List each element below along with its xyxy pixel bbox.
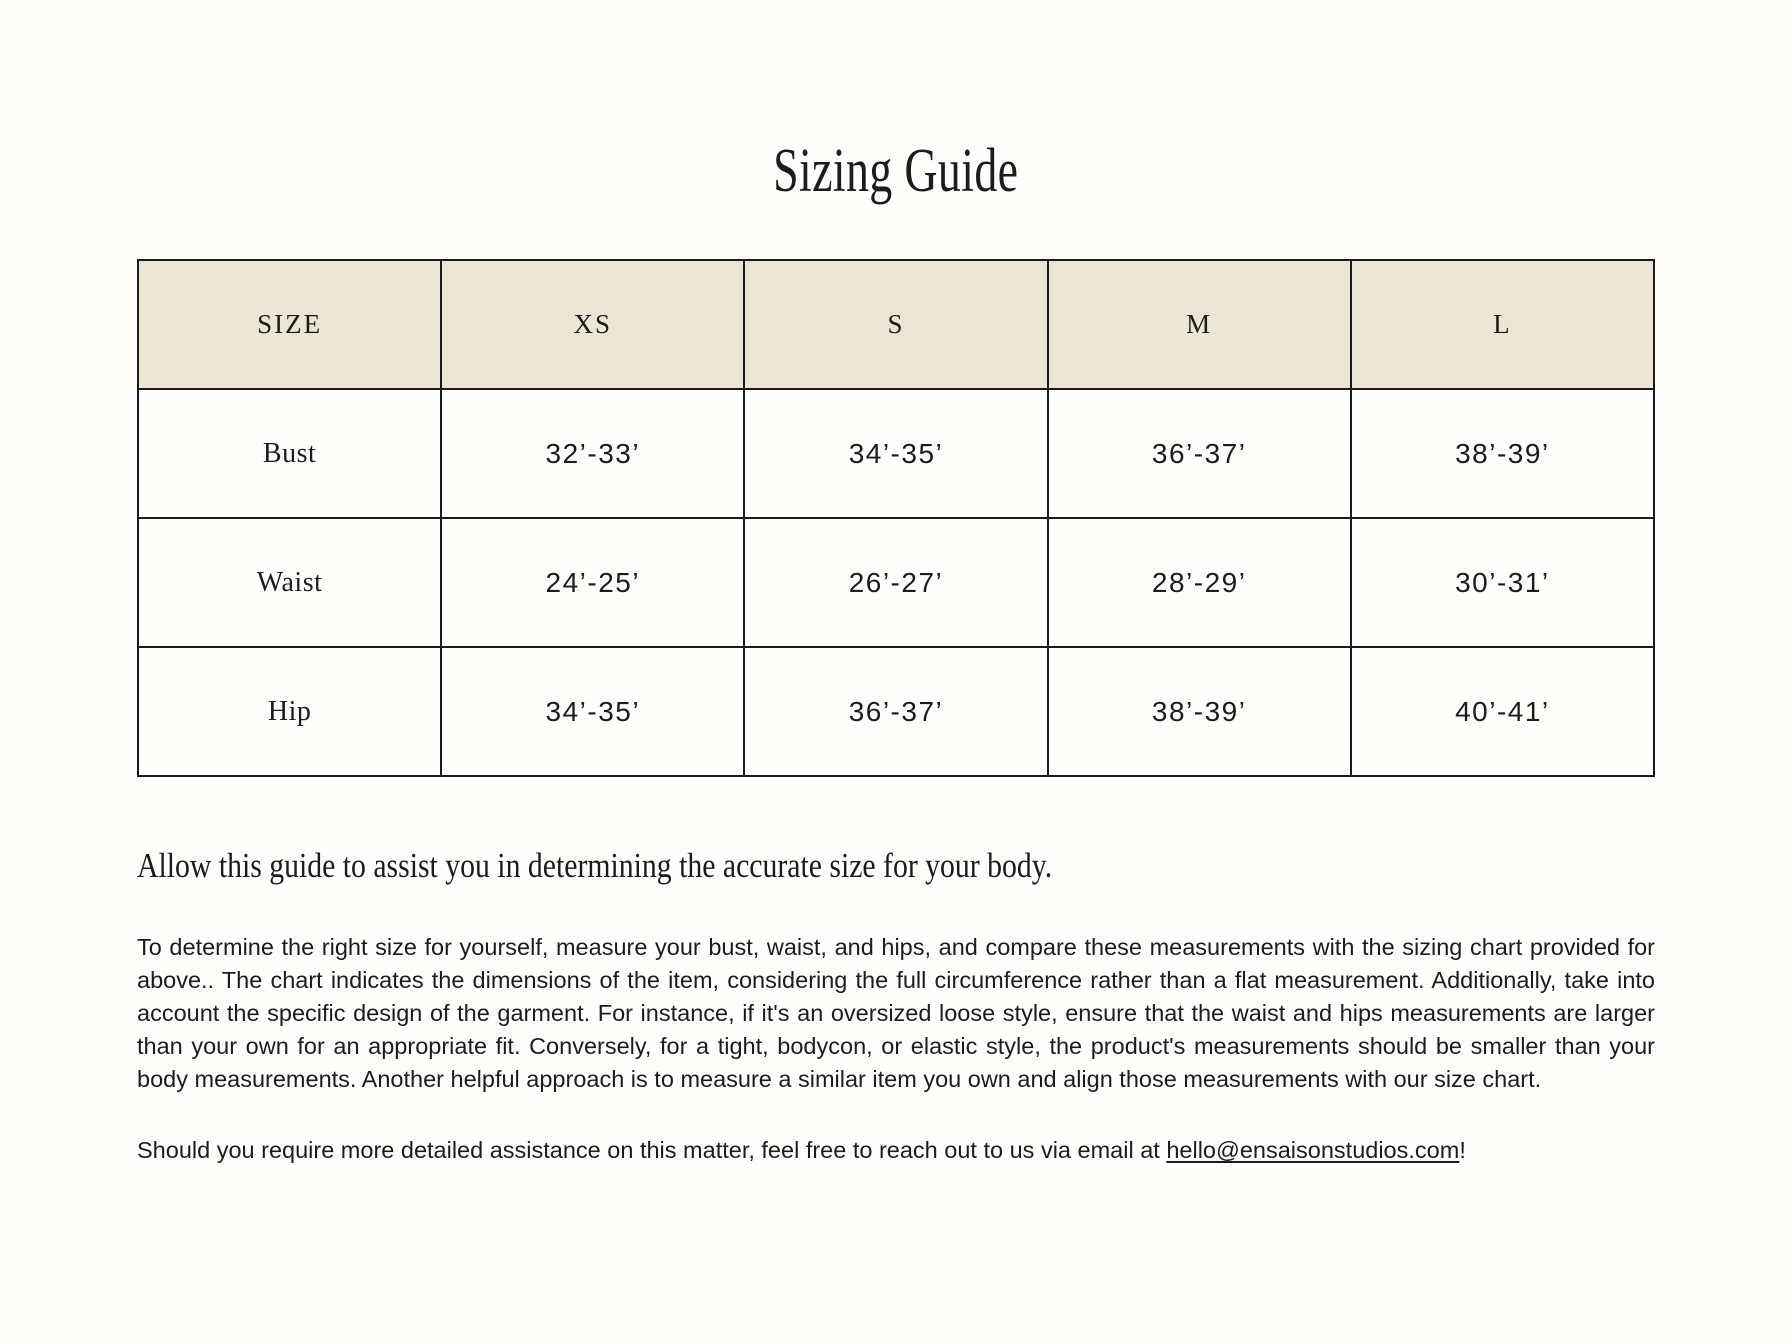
- row-label-hip: Hip: [138, 647, 441, 776]
- lead-text: [137, 843, 1655, 889]
- sizing-instructions-paragraph: To determine the right size for yourself, measure your bust, waist, and hips, and compare these measurements with the sizing chart provided for above.. The chart indicates the dimensions of the item, considering the full circumference rather than a flat measurement. Additionally, take into account the specific design of the garment. For instance, if it's an oversized loose style, ensure that the waist and hips measurements are larger than your own for an appropriate fit. Conversely, for a tight, bodycon, or elastic style, the product's measurements should be smaller than your body measurements. Another helpful approach is to measure a similar item you own and align those measurements with our size chart.: [137, 934, 1655, 1092]
- contact-line: [137, 1134, 1655, 1167]
- bust-m-value: 36’-37’: [1048, 389, 1351, 518]
- column-header-m: M: [1048, 260, 1351, 389]
- column-header-l: L: [1351, 260, 1654, 389]
- table-row-waist: [138, 518, 1654, 647]
- table-row-bust: [138, 389, 1654, 518]
- hip-s-value: 36’-37’: [744, 647, 1047, 776]
- bust-s-value: 34’-35’: [744, 389, 1047, 518]
- page-title: [137, 137, 1655, 205]
- lead-text-inner: Allow this guide to assist you in determining the accurate size for your body.: [137, 846, 1053, 885]
- sizing-guide-page: [0, 137, 1792, 1167]
- size-chart-table: [137, 259, 1655, 777]
- waist-xs-value: 24’-25’: [441, 518, 744, 647]
- waist-m-value: 28’-29’: [1048, 518, 1351, 647]
- hip-l-value: 40’-41’: [1351, 647, 1654, 776]
- column-header-size: SIZE: [138, 260, 441, 389]
- page-title-text: Sizing Guide: [773, 137, 1019, 205]
- waist-l-value: 30’-31’: [1351, 518, 1654, 647]
- column-header-xs: XS: [441, 260, 744, 389]
- bust-xs-value: 32’-33’: [441, 389, 744, 518]
- email-link[interactable]: hello@ensaisonstudios.com: [1166, 1137, 1460, 1163]
- waist-s-value: 26’-27’: [744, 518, 1047, 647]
- bust-l-value: 38’-39’: [1351, 389, 1654, 518]
- column-header-s: S: [744, 260, 1047, 389]
- hip-xs-value: 34’-35’: [441, 647, 744, 776]
- row-label-bust: Bust: [138, 389, 441, 518]
- hip-m-value: 38’-39’: [1048, 647, 1351, 776]
- row-label-waist: Waist: [138, 518, 441, 647]
- table-row-hip: [138, 647, 1654, 776]
- contact-prefix-text: Should you require more detailed assistance on this matter, feel free to reach out to us via email at: [137, 1137, 1167, 1163]
- table-header-row: [138, 260, 1654, 389]
- contact-suffix-text: !: [1459, 1137, 1466, 1163]
